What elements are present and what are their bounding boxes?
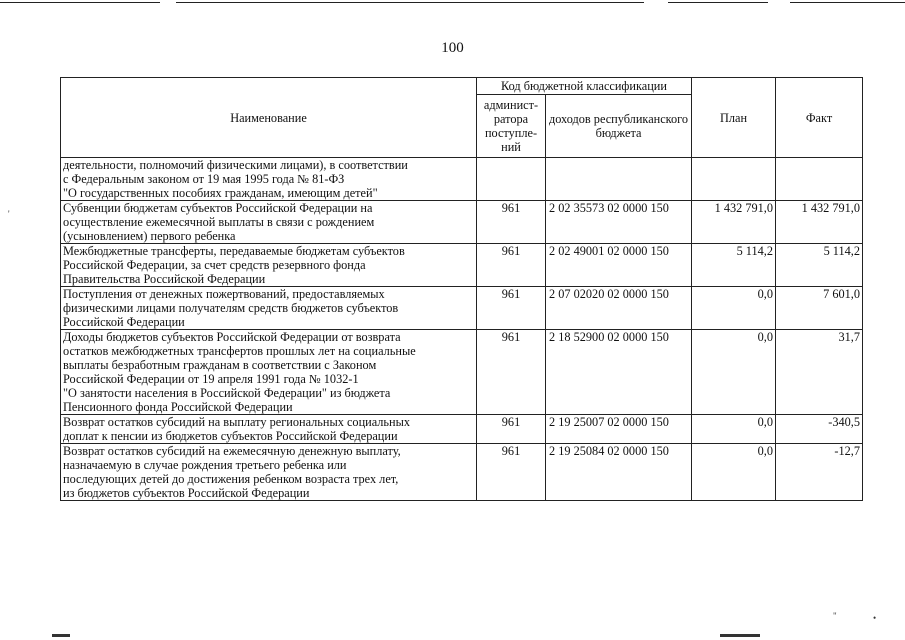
cell-fact: -340,5 (776, 415, 863, 444)
table-row (61, 158, 863, 201)
cell-name-line: "О занятости населения в Российской Федерации" из бюджета (63, 386, 391, 400)
header-administrator: админист- ратора поступле- ний (477, 95, 546, 158)
page-number: 100 (441, 40, 464, 56)
table-row (61, 287, 863, 330)
cell-name-line: деятельности, полномочий физическими лицами), в соответствии (63, 158, 408, 172)
cell-name-line: выплаты безработным гражданам в соответствии с Законом (63, 358, 377, 372)
cell-name-line: "О государственных пособиях гражданам, имеющим детей" (63, 186, 378, 200)
scan-bottom-smudge (720, 634, 760, 637)
cell-name-line: Российской Федерации, за счет средств резервного фонда (63, 258, 366, 272)
cell-name-line: Правительства Российской Федерации (63, 272, 266, 286)
cell-administrator (477, 158, 546, 201)
cell-revenue-code: 2 18 52900 02 0000 150 (546, 330, 692, 415)
cell-plan: 0,0 (692, 444, 776, 501)
cell-name-line: из бюджетов субъектов Российской Федерации (63, 486, 310, 500)
cell-name (61, 244, 477, 287)
cell-revenue-code: 2 07 02020 02 0000 150 (546, 287, 692, 330)
cell-name-line: Доходы бюджетов субъектов Российской Федерации от возврата (63, 330, 401, 344)
scan-bottom-smudge (52, 634, 70, 637)
header-name: Наименование (61, 78, 477, 158)
cell-administrator: 961 (477, 244, 546, 287)
cell-revenue-code: 2 19 25084 02 0000 150 (546, 444, 692, 501)
scan-mark: ' (8, 209, 10, 219)
cell-fact: 5 114,2 (776, 244, 863, 287)
cell-fact: 1 432 791,0 (776, 201, 863, 244)
table-row (61, 415, 863, 444)
cell-name-line: Российской Федерации от 19 апреля 1991 года № 1032-1 (63, 372, 359, 386)
header-revenue: доходов республиканского бюджета (546, 95, 692, 158)
cell-administrator: 961 (477, 287, 546, 330)
scan-mark: • (873, 613, 877, 623)
cell-plan: 1 432 791,0 (692, 201, 776, 244)
table-row (61, 201, 863, 244)
cell-revenue-code: 2 02 35573 02 0000 150 (546, 201, 692, 244)
cell-plan: 0,0 (692, 287, 776, 330)
cell-plan: 0,0 (692, 415, 776, 444)
header-fact: Факт (776, 78, 863, 158)
cell-administrator: 961 (477, 201, 546, 244)
cell-name-line: последующих детей до достижения ребенком возраста трех лет, (63, 472, 399, 486)
cell-revenue-code: 2 02 49001 02 0000 150 (546, 244, 692, 287)
cell-fact (776, 158, 863, 201)
table-row (61, 444, 863, 501)
cell-name-line: Возврат остатков субсидий на выплату региональных социальных (63, 415, 411, 429)
cell-administrator: 961 (477, 415, 546, 444)
cell-name-line: Российской Федерации (63, 315, 185, 329)
cell-fact: 31,7 (776, 330, 863, 415)
cell-name (61, 287, 477, 330)
scan-top-rule (790, 2, 905, 3)
header-plan: План (692, 78, 776, 158)
cell-name (61, 415, 477, 444)
cell-revenue-code: 2 19 25007 02 0000 150 (546, 415, 692, 444)
table-row (61, 244, 863, 287)
cell-name-line: (усыновлением) первого ребенка (63, 229, 236, 243)
cell-name-line: доплат к пенсии из бюджетов субъектов Российской Федерации (63, 429, 398, 443)
table-row (61, 330, 863, 415)
cell-plan: 5 114,2 (692, 244, 776, 287)
cell-name-line: назначаемую в случае рождения третьего ребенка или (63, 458, 347, 472)
table-body (61, 158, 863, 501)
cell-name-line: Возврат остатков субсидий на ежемесячную денежную выплату, (63, 444, 401, 458)
cell-plan: 0,0 (692, 330, 776, 415)
cell-name (61, 444, 477, 501)
cell-plan (692, 158, 776, 201)
cell-name-line: Поступления от денежных пожертвований, предоставляемых (63, 287, 385, 301)
cell-name-line: с Федеральным законом от 19 мая 1995 года № 81-ФЗ (63, 172, 345, 186)
cell-name-line: Межбюджетные трансферты, передаваемые бюджетам субъектов (63, 244, 405, 258)
scan-top-rule (0, 2, 160, 3)
cell-name (61, 201, 477, 244)
scan-mark: " (833, 611, 837, 621)
cell-administrator: 961 (477, 444, 546, 501)
cell-name (61, 330, 477, 415)
cell-name-line: Субвенции бюджетам субъектов Российской Федерации на (63, 201, 373, 215)
cell-fact: -12,7 (776, 444, 863, 501)
cell-name-line: осуществление ежемесячной выплаты в связи с рождением (63, 215, 375, 229)
cell-name-line: остатков межбюджетных трансфертов прошлых лет на социальные (63, 344, 416, 358)
cell-revenue-code (546, 158, 692, 201)
cell-name (61, 158, 477, 201)
header-budget-code-group: Код бюджетной классификации (477, 78, 692, 95)
cell-administrator: 961 (477, 330, 546, 415)
cell-name-line: физическими лицами получателям средств бюджетов субъектов (63, 301, 399, 315)
budget-revenue-table (60, 77, 863, 501)
scan-top-rule (176, 2, 644, 3)
cell-fact: 7 601,0 (776, 287, 863, 330)
cell-name-line: Пенсионного фонда Российской Федерации (63, 400, 293, 414)
scan-top-rule (668, 2, 768, 3)
